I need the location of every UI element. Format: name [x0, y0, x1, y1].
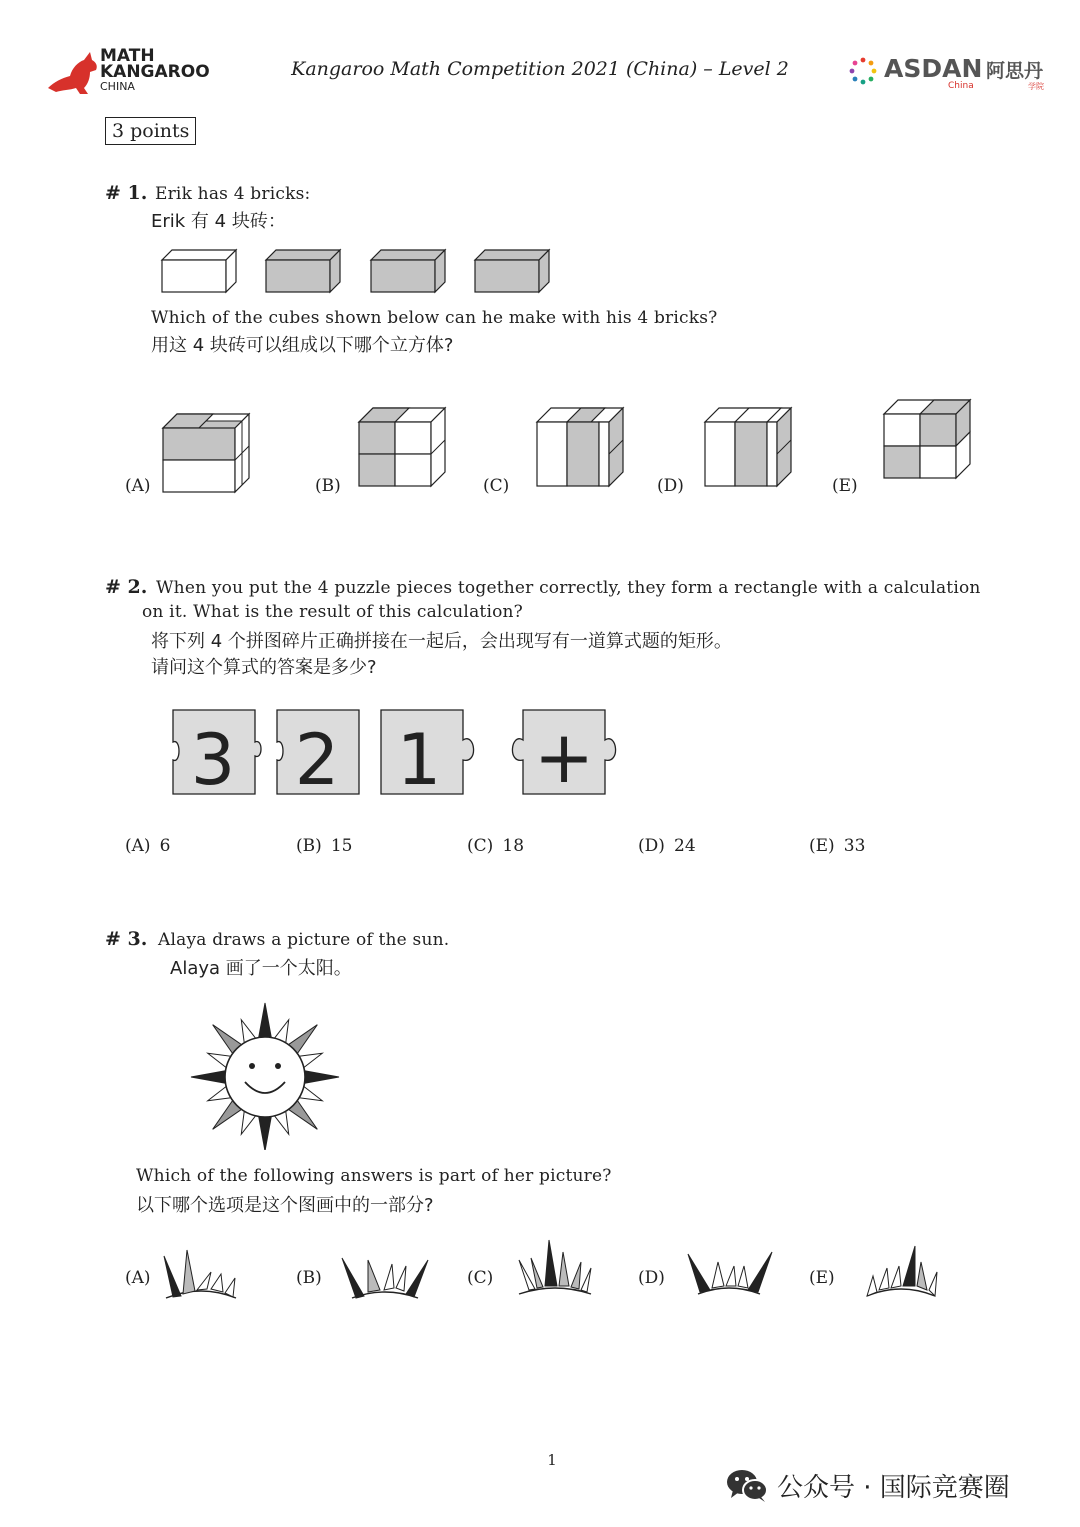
q2-option-a[interactable] — [125, 836, 170, 856]
q2-option-d-label: (D) — [638, 836, 665, 856]
sun-picture — [185, 1000, 345, 1150]
q3-option-d[interactable] — [638, 1244, 778, 1304]
q1-option-c-label: (C) — [483, 476, 510, 496]
ray-option-a — [161, 1244, 241, 1302]
brick-white — [162, 250, 236, 292]
q2-option-c[interactable] — [467, 836, 524, 856]
q2-option-b-value: 15 — [330, 836, 353, 856]
sun-ray — [302, 1070, 339, 1083]
asdan-cn-name: 阿思丹 — [986, 60, 1044, 82]
q3-option-b-label: (B) — [296, 1268, 322, 1288]
q3-option-b[interactable] — [296, 1244, 431, 1304]
logo-line-china: CHINA — [100, 80, 135, 93]
q3-option-d-label: (D) — [638, 1268, 665, 1288]
question-3 — [105, 928, 1005, 1318]
q2-option-a-value: 6 — [159, 836, 171, 856]
q2-option-c-value: 18 — [502, 836, 525, 856]
q3-option-e[interactable] — [809, 1244, 949, 1304]
puzzle-piece-plus — [512, 710, 615, 799]
q1-option-a-label: (A) — [125, 476, 151, 496]
watermark-text: 公众号 · 国际竞赛圈 — [777, 1473, 1010, 1503]
q3-text-cn: Alaya 画了一个太阳。 — [170, 958, 352, 979]
asdan-sub-china: China — [948, 81, 974, 91]
brick-gray-1 — [266, 250, 340, 292]
puzzle-piece-1 — [381, 710, 474, 801]
q1-number: # 1. — [105, 182, 148, 204]
ray-option-d — [684, 1240, 774, 1298]
ray-option-c — [515, 1238, 595, 1296]
wechat-icon — [725, 1468, 769, 1504]
logo-line-kangaroo: KANGAROO — [100, 62, 210, 82]
q3-prompt-cn: 以下哪个选项是这个图画中的一部分? — [136, 1195, 434, 1216]
q3-option-e-label: (E) — [809, 1268, 835, 1288]
q1-bricks — [160, 248, 580, 298]
q2-text-cn-line1: 将下列 4 个拼图碎片正确拼接在一起后，会出现写有一道算式题的矩形。 — [151, 631, 732, 652]
q2-option-e-value: 33 — [843, 836, 866, 856]
q2-option-a-label: (A) — [125, 836, 151, 856]
question-2 — [105, 576, 1005, 866]
cube-d — [703, 404, 795, 490]
cube-c — [535, 404, 627, 490]
q1-option-b[interactable] — [315, 404, 455, 499]
logo-line-math: MATH — [100, 46, 155, 66]
q1-option-e[interactable] — [832, 394, 977, 499]
q1-prompt-cn: 用这 4 块砖可以组成以下哪个立方体? — [151, 335, 454, 356]
cube-a — [161, 410, 253, 496]
question-1 — [105, 182, 1005, 522]
q2-option-d-value: 24 — [674, 836, 696, 856]
ray-option-b — [340, 1244, 430, 1302]
q3-number: # 3. — [105, 928, 148, 950]
q2-option-c-label: (C) — [467, 836, 494, 856]
puzzle-piece-1-text: 1 — [396, 719, 442, 801]
brick-gray-2 — [371, 250, 445, 292]
q3-option-c-label: (C) — [467, 1268, 494, 1288]
q1-prompt-en: Which of the cubes shown below can he make with his 4 bricks? — [151, 308, 718, 328]
q3-option-c[interactable] — [467, 1244, 602, 1304]
puzzle-piece-plus-text: + — [533, 715, 595, 799]
q3-text-en: Alaya draws a picture of the sun. — [158, 930, 450, 950]
q2-option-b[interactable] — [296, 836, 353, 856]
q2-number: # 2. — [105, 576, 148, 598]
q2-text-en-line2: on it. What is the result of this calculation? — [142, 602, 523, 622]
q1-text-en: Erik has 4 bricks: — [155, 184, 311, 204]
q2-option-b-label: (B) — [296, 836, 322, 856]
q3-option-a[interactable] — [125, 1244, 255, 1304]
puzzle-piece-3 — [173, 710, 261, 801]
sun-ray — [258, 1114, 271, 1150]
sun-ray — [258, 1003, 271, 1040]
q2-text-cn-line2: 请问这个算式的答案是多少? — [151, 657, 377, 678]
asdan-wordmark: ASDAN — [884, 54, 983, 83]
cube-e — [882, 396, 974, 482]
header-title: Kangaroo Math Competition 2021 (China) – Level 2 — [291, 58, 789, 80]
sun-ray — [191, 1070, 228, 1083]
wechat-watermark — [725, 1467, 1065, 1507]
asdan-sub-cn: 学院 — [1028, 82, 1044, 91]
q1-option-c[interactable] — [483, 404, 628, 499]
q1-option-a[interactable] — [125, 404, 255, 499]
q2-option-d[interactable] — [638, 836, 696, 856]
q1-text-cn: Erik 有 4 块砖： — [151, 211, 286, 232]
q2-text-en-line1: When you put the 4 puzzle pieces together correctly, they form a rectangle with a calculation — [156, 578, 981, 598]
puzzle-piece-3-text: 3 — [190, 719, 236, 801]
q1-option-b-label: (B) — [315, 476, 341, 496]
brick-gray-3 — [475, 250, 549, 292]
q3-prompt-en: Which of the following answers is part of her picture? — [136, 1166, 612, 1186]
q1-option-d[interactable] — [657, 404, 802, 499]
asdan-flower-icon — [848, 56, 878, 86]
points-label: 3 points — [105, 117, 196, 145]
q1-option-d-label: (D) — [657, 476, 684, 496]
puzzle-piece-2 — [277, 710, 359, 801]
sun-eye-left — [249, 1063, 255, 1069]
q2-option-e-label: (E) — [809, 836, 835, 856]
page-number: 1 — [547, 1451, 557, 1469]
puzzle-piece-2-text: 2 — [294, 719, 340, 801]
sun-eye-right — [275, 1063, 281, 1069]
q2-option-e[interactable] — [809, 836, 865, 856]
asdan-logo — [848, 54, 1048, 94]
cube-b — [357, 404, 449, 490]
ray-option-e — [861, 1240, 941, 1298]
q1-option-e-label: (E) — [832, 476, 858, 496]
q3-option-a-label: (A) — [125, 1268, 151, 1288]
q2-puzzle-pieces — [171, 708, 651, 804]
